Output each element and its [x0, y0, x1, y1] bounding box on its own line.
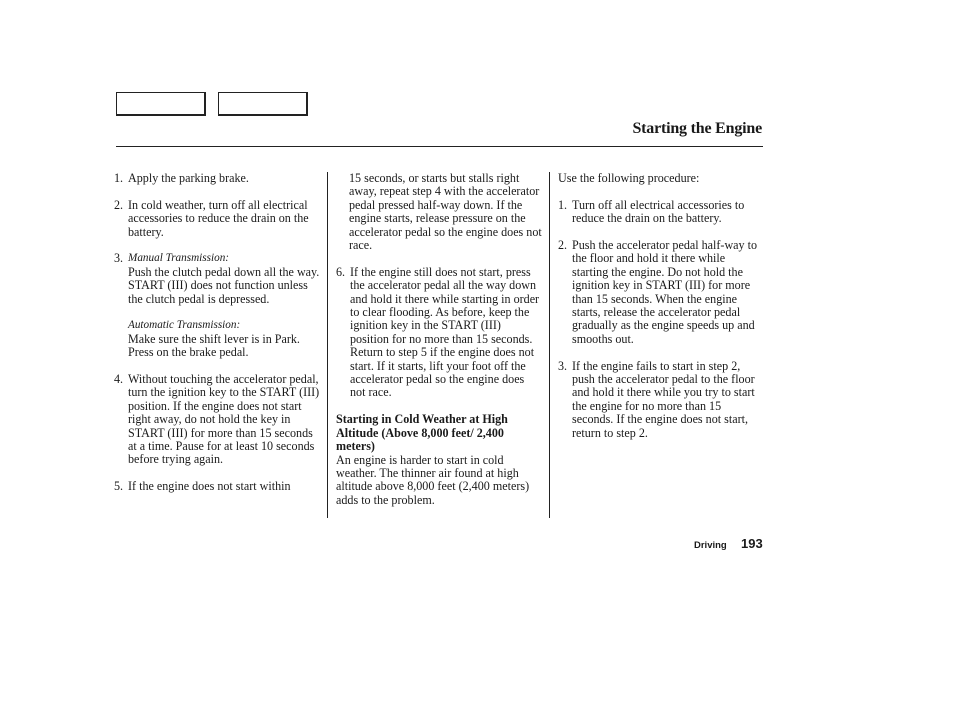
step-item: [558, 360, 764, 440]
step-number: 4.: [114, 372, 124, 387]
section-body: An engine is harder to start in cold weather. The thinner air found at high altitude above 8,000 feet (2,400 meters) adds to the problem.: [336, 452, 530, 507]
page-title: Starting the Engine: [632, 120, 762, 137]
page-number: 193: [741, 536, 763, 551]
step-number: 1.: [558, 197, 568, 212]
step-item: [336, 266, 542, 400]
step-text: Without touching the accelerator pedal, turn the ignition key to the START (III) position. If the engine does not start right away, do not hold the key in START (III) for more than 15 seconds at a time. Pause for at least 10 seconds before trying again.: [128, 372, 320, 467]
step-item: [114, 199, 322, 239]
step-item: [114, 252, 322, 306]
step-text: Push the accelerator pedal half-way to the floor and hold it there while starting the engine. Do not hold the ignition key in START (III) for more than 15 seconds. When the engine starts, release the accelerator pedal gradually as the engine speeds up and smooths out.: [572, 238, 758, 346]
step-text: Make sure the shift lever is in Park. Press on the brake pedal.: [128, 331, 300, 360]
column-divider: [549, 172, 550, 518]
step-item: [114, 373, 322, 467]
column-divider: [327, 172, 328, 518]
column-3: [558, 172, 764, 453]
nav-button-contents[interactable]: [116, 92, 206, 116]
header-rule: [116, 146, 763, 147]
nav-button-index[interactable]: [218, 92, 308, 116]
step-number: 1.: [114, 171, 124, 185]
step-item: [114, 172, 322, 185]
step-text: If the engine still does not start, press the accelerator pedal all the way down and hold it there while starting in order to clear flooding. As before, keep the ignition key in the START (III) position for no more than 15 seconds. Return to step 5 if the engine does not start. If it starts, lift your foot off the accelerator pedal so the engine does not race.: [350, 264, 540, 400]
step-subheading: Automatic Transmission:: [128, 319, 241, 332]
step-subsection: [128, 319, 322, 359]
step-item: [114, 480, 322, 493]
step-text: Push the clutch pedal down all the way. START (III) does not function unless the clutch pedal is depressed.: [128, 264, 320, 306]
column-2: [336, 172, 542, 521]
step-number: 2.: [558, 238, 568, 252]
footer-section-label: Driving: [694, 540, 727, 551]
step-number: 2.: [114, 197, 124, 212]
cold-weather-section: [336, 413, 542, 507]
step-text: Apply the parking brake.: [128, 171, 249, 185]
procedure-intro: Use the following procedure:: [558, 171, 700, 185]
step-subheading: Manual Transmission:: [128, 252, 230, 265]
step-item: [558, 199, 764, 226]
step-number: 6.: [336, 264, 346, 279]
section-heading: Starting in Cold Weather at High Altitude (Above 8,000 feet/ 2,400 meters): [336, 412, 508, 454]
step-text: In cold weather, turn off all electrical accessories to reduce the drain on the battery.: [128, 197, 309, 239]
step-continuation: 15 seconds, or starts but stalls right away, repeat step 4 with the accelerator pedal pressed half-way down. If the engine starts, release pressure on the accelerator pedal so the engine does not race.: [349, 171, 542, 253]
step-number: 5.: [114, 479, 124, 494]
step-number: 3.: [558, 358, 568, 373]
step-item: [558, 239, 764, 346]
step-number: 3.: [114, 251, 124, 266]
step-text: Turn off all electrical accessories to reduce the drain on the battery.: [572, 197, 745, 226]
step-text: If the engine does not start within: [128, 479, 291, 494]
column-1: [114, 172, 322, 507]
step-text: If the engine fails to start in step 2, push the accelerator pedal to the floor and hold it there while you try to start the engine for no more than 15 seconds. If the engine does not start, return to step 2.: [572, 358, 755, 440]
